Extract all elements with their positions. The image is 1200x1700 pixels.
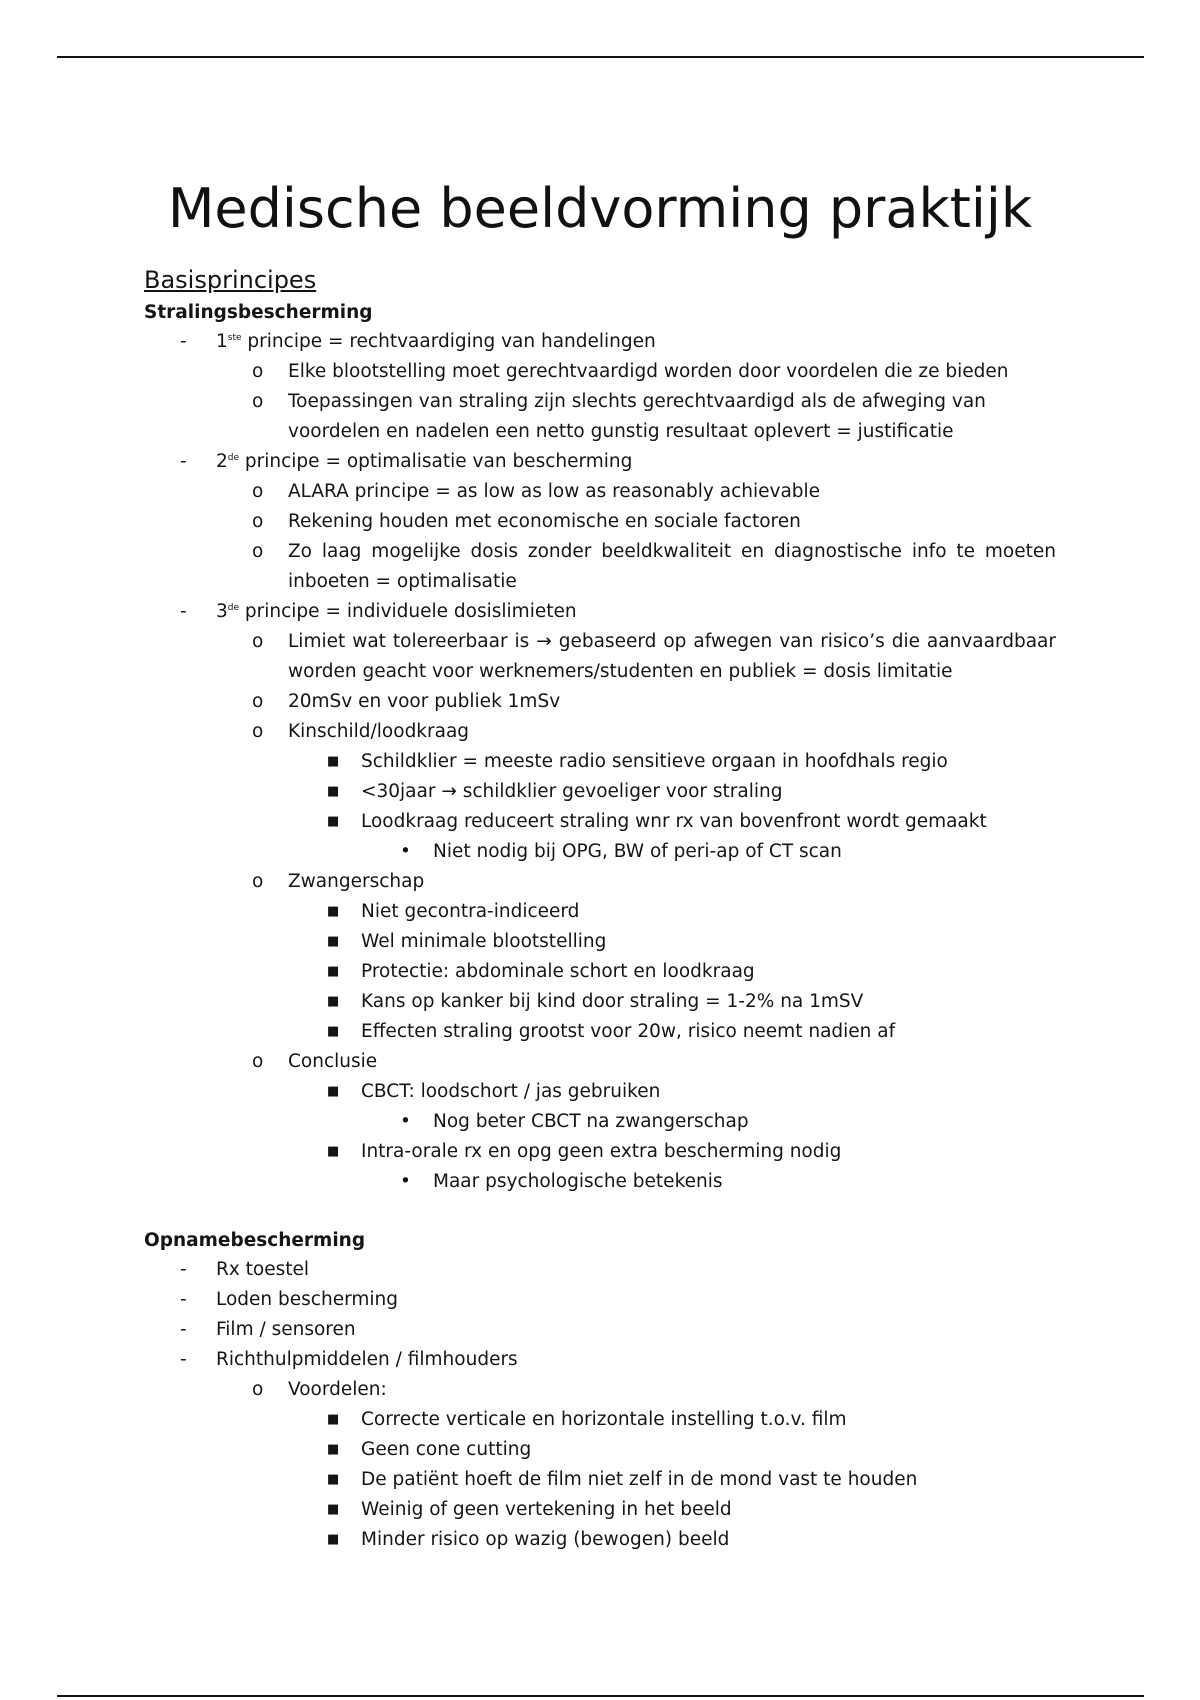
list-item (144, 627, 1056, 687)
list-item-text: Correcte verticale en horizontale instelling t.o.v. film (361, 1409, 847, 1430)
document-body (144, 262, 1056, 1555)
list-item (144, 1017, 1056, 1047)
list-item-text: 20mSv en voor publiek 1mSv (288, 691, 561, 712)
list-item (144, 477, 1056, 507)
list-item (144, 717, 1056, 747)
subsections (144, 298, 1056, 1555)
list-item-text: Rx toestel (216, 1259, 310, 1280)
list-item (144, 1107, 1056, 1137)
list-item (144, 957, 1056, 987)
list-item (144, 687, 1056, 717)
ordinal-suffix: ste (227, 333, 242, 343)
list-marker: ■ (327, 754, 340, 769)
list-item (144, 1465, 1056, 1495)
list-item-text: Schildklier = meeste radio sensitieve orgaan in hoofdhals regio (361, 751, 948, 772)
list-marker: o (252, 691, 264, 712)
list-marker: o (252, 871, 264, 892)
list-item-text: Kans op kanker bij kind door straling = 1-2% na 1mSV (361, 991, 864, 1012)
list-marker: ■ (327, 994, 340, 1009)
list-marker: - (180, 1349, 187, 1370)
list-item-text: Minder risico op wazig (bewogen) beeld (361, 1529, 730, 1550)
page-title: Medische beeldvorming praktijk (167, 177, 1033, 241)
list-marker: ■ (327, 1502, 340, 1517)
list-item-text: De patiënt hoeft de film niet zelf in de mond vast te houden (361, 1469, 918, 1490)
list-item-text: Intra-orale rx en opg geen extra bescherming nodig (361, 1141, 842, 1162)
list-item (144, 387, 1056, 447)
list-item (144, 897, 1056, 927)
list-item (144, 747, 1056, 777)
list-marker: ■ (327, 784, 340, 799)
section-gap (144, 1197, 1056, 1226)
list-item (144, 1495, 1056, 1525)
subsection-heading: Stralingsbescherming (144, 302, 373, 323)
list-item-text: Kinschild/loodkraag (288, 721, 470, 742)
list-marker: ■ (327, 1532, 340, 1547)
list-marker: ■ (327, 904, 340, 919)
list-item (144, 1077, 1056, 1107)
list-item (144, 1137, 1056, 1167)
list-item (144, 447, 1056, 477)
list-marker: • (400, 1111, 411, 1132)
list-marker: ■ (327, 1412, 340, 1427)
list-item (144, 1255, 1056, 1285)
list-item-text: Conclusie (288, 1051, 378, 1072)
ordinal-number: 1 (216, 331, 228, 352)
list-item (144, 777, 1056, 807)
list-marker: o (252, 391, 264, 412)
list-item (144, 1285, 1056, 1315)
list-item-text (216, 327, 1056, 357)
list-item-text: <30jaar → schildklier gevoeliger voor straling (361, 781, 783, 802)
list-item-text: Elke blootstelling moet gerechtvaardigd worden door voordelen die ze bieden (288, 361, 1009, 382)
list-item-text: Weinig of geen vertekening in het beeld (361, 1499, 732, 1520)
item-text: principe = individuele dosislimieten (239, 601, 577, 622)
list-item (144, 1525, 1056, 1555)
list-item-text: Niet nodig bij OPG, BW of peri-ap of CT scan (433, 841, 842, 862)
list-item (144, 1315, 1056, 1345)
list-item-text: Voordelen: (288, 1379, 387, 1400)
subsection-heading: Opnamebescherming (144, 1230, 366, 1251)
list-item-text: Film / sensoren (216, 1319, 356, 1340)
list-marker: - (180, 1259, 187, 1280)
list-item-text: Limiet wat tolereerbaar is → gebaseerd op afwegen van risico’s die aanvaardbaar worden geacht voor werknemers/studenten en publiek = dosis limitatie (288, 631, 1056, 682)
list-item-text: Zo laag mogelijke dosis zonder beeldkwaliteit en diagnostische info te moeten inboeten = optimalisatie (288, 541, 1056, 592)
list-item (144, 927, 1056, 957)
list-item-text: Wel minimale blootstelling (361, 931, 607, 952)
item-text: principe = optimalisatie van bescherming (239, 451, 633, 472)
list-item-text: Loden bescherming (216, 1289, 398, 1310)
list-marker: o (252, 481, 264, 502)
list-item-text: Geen cone cutting (361, 1439, 532, 1460)
list-item-text: ALARA principe = as low as low as reasonably achievable (288, 481, 821, 502)
bottom-rule (57, 1695, 1144, 1697)
list-item-text: Nog beter CBCT na zwangerschap (433, 1111, 749, 1132)
list-marker: ■ (327, 1024, 340, 1039)
list-item-text: Effecten straling grootst voor 20w, risico neemt nadien af (361, 1021, 896, 1042)
list-item (144, 327, 1056, 357)
list-item-text: Richthulpmiddelen / filmhouders (216, 1349, 518, 1370)
list-item-text: Niet gecontra-indiceerd (361, 901, 580, 922)
list-marker: o (252, 1051, 264, 1072)
list-item (144, 1047, 1056, 1077)
list-item-text: Rekening houden met economische en sociale factoren (288, 511, 801, 532)
list-item (144, 597, 1056, 627)
list-marker: • (400, 1171, 411, 1192)
ordinal-suffix: de (227, 603, 240, 613)
list-marker: ■ (327, 934, 340, 949)
list-marker: o (252, 721, 264, 742)
list-marker: - (180, 1319, 187, 1340)
list-item (144, 1375, 1056, 1405)
ordinal-number: 3 (216, 601, 228, 622)
list-item (144, 837, 1056, 867)
ordinal-suffix: de (227, 453, 240, 463)
list-item-text (216, 447, 1056, 477)
top-rule (57, 56, 1144, 58)
list-item (144, 1435, 1056, 1465)
list-marker: - (180, 601, 187, 622)
list-item-text: CBCT: loodschort / jas gebruiken (361, 1081, 661, 1102)
ordinal-number: 2 (216, 451, 228, 472)
list-item (144, 987, 1056, 1017)
list-item (144, 537, 1056, 597)
list-marker: - (180, 1289, 187, 1310)
list-item (144, 1405, 1056, 1435)
list-marker: ■ (327, 814, 340, 829)
list-marker: o (252, 541, 264, 562)
list-item (144, 807, 1056, 837)
list-item-text: Zwangerschap (288, 871, 425, 892)
list-item-text: Protectie: abdominale schort en loodkraag (361, 961, 755, 982)
list-marker: ■ (327, 964, 340, 979)
list-marker: ■ (327, 1472, 340, 1487)
list-item-text: Loodkraag reduceert straling wnr rx van bovenfront wordt gemaakt (361, 811, 987, 832)
list-item (144, 1345, 1056, 1375)
list-marker: o (252, 511, 264, 532)
list-item-text: Toepassingen van straling zijn slechts gerechtvaardigd als de afweging van voordelen en nadelen een netto gunstig resultaat oplevert = justificatie (288, 391, 986, 442)
list-marker: ■ (327, 1084, 340, 1099)
list-marker: ■ (327, 1442, 340, 1457)
item-text: principe = rechtvaardiging van handelingen (241, 331, 656, 352)
list-marker: o (252, 1379, 264, 1400)
list-item (144, 867, 1056, 897)
list-marker: • (400, 841, 411, 862)
list-marker: o (252, 631, 264, 652)
list-item (144, 1167, 1056, 1197)
list-item-text (216, 597, 1056, 627)
list-item (144, 507, 1056, 537)
list-item (144, 357, 1056, 387)
list-marker: - (180, 331, 187, 352)
section-heading: Basisprincipes (144, 266, 317, 294)
list-item-text: Maar psychologische betekenis (433, 1171, 723, 1192)
list-marker: o (252, 361, 264, 382)
list-marker: - (180, 451, 187, 472)
list-marker: ■ (327, 1144, 340, 1159)
